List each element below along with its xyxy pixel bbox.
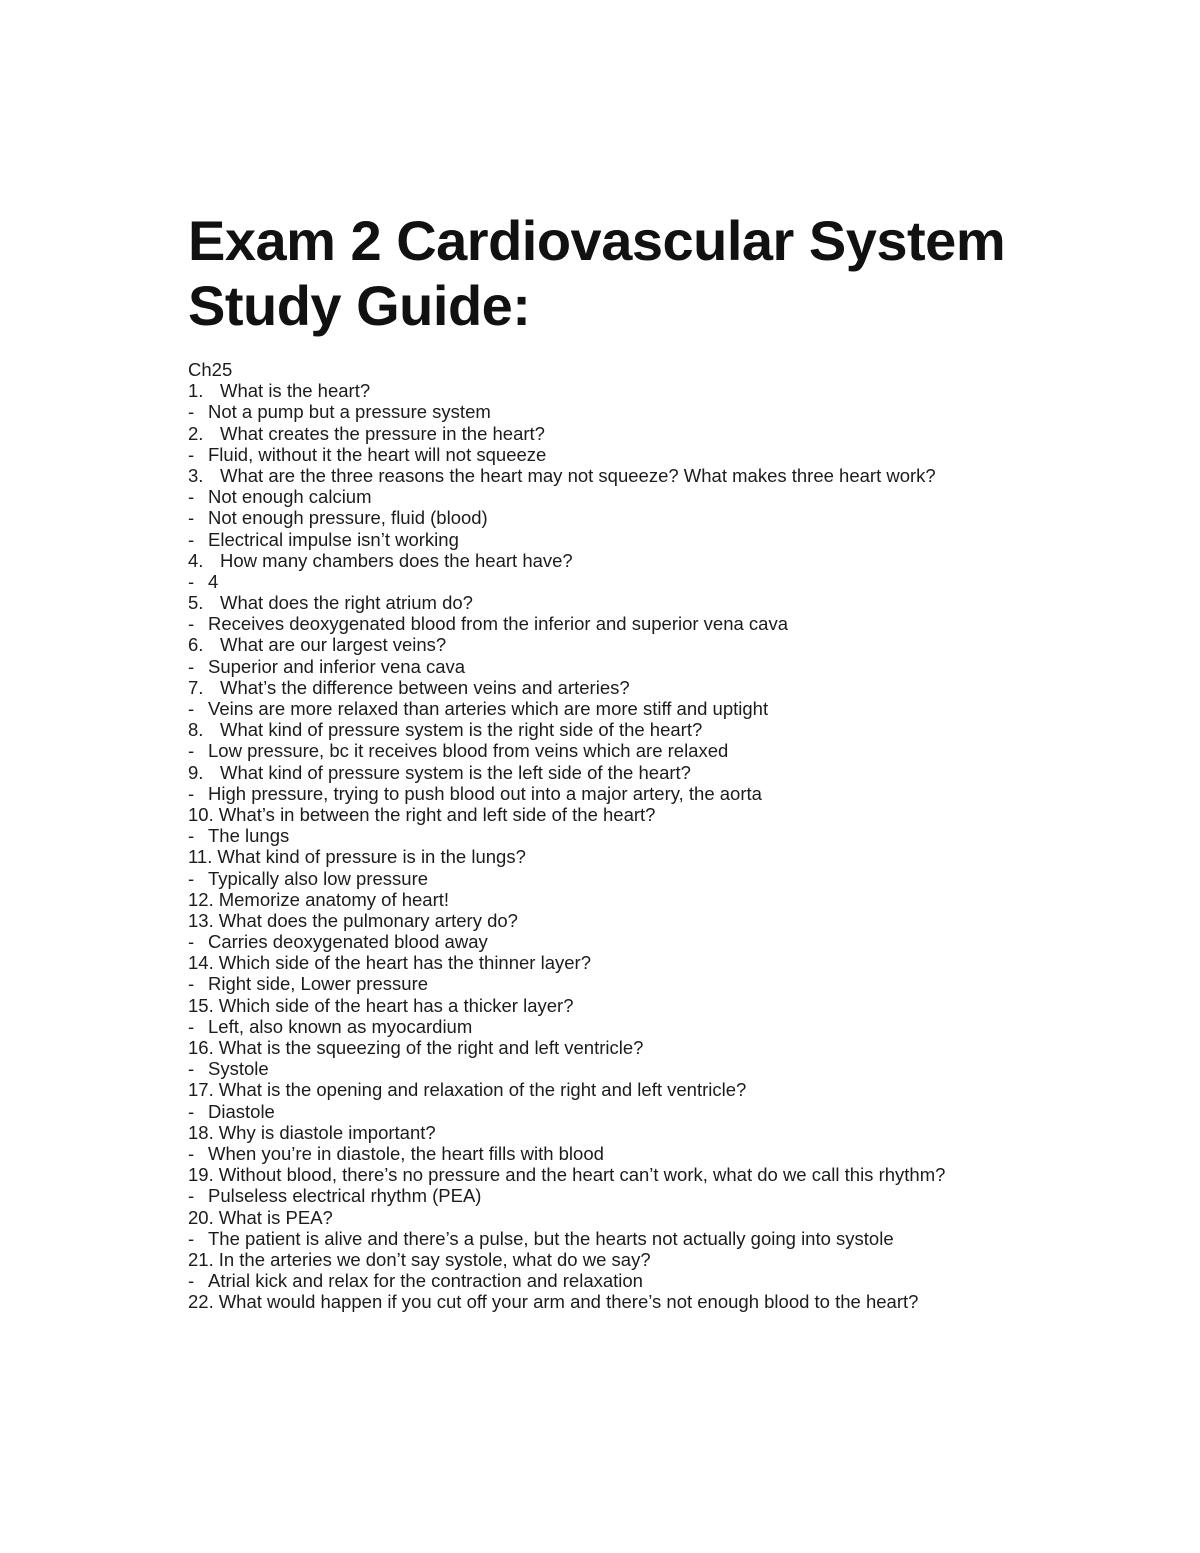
answer-line [188, 783, 1148, 804]
bullet-dash: - [188, 782, 195, 804]
question-line [188, 1164, 1148, 1185]
bullet-dash: - [188, 1142, 195, 1164]
question-text: What are the three reasons the heart may not squeeze? What makes three heart work? [220, 464, 936, 486]
answer-line [188, 656, 1148, 677]
answer-text: The patient is alive and there’s a pulse, but the hearts not actually going into systole [208, 1227, 894, 1249]
chapter-label: Ch25 [188, 359, 233, 380]
title-line-2: Study Guide: [188, 274, 531, 337]
question-line [188, 1249, 1148, 1270]
question-line [188, 677, 1148, 698]
question-number: 19. [188, 1164, 214, 1186]
answer-text: Electrical impulse isn’t working [208, 528, 459, 550]
bullet-dash: - [188, 443, 195, 465]
bullet-dash: - [188, 570, 195, 592]
question-number: 8. [188, 719, 204, 741]
bullet-dash: - [188, 740, 195, 762]
answer-text: Atrial kick and relax for the contraction and relaxation [208, 1270, 643, 1292]
question-number: 9. [188, 761, 204, 783]
question-number: 11. [188, 846, 213, 868]
answer-line [188, 825, 1148, 846]
bullet-dash: - [188, 1100, 195, 1122]
question-number: 1. [188, 380, 204, 402]
answer-line [188, 1143, 1148, 1164]
answer-text: Veins are more relaxed than arteries which are more stiff and uptight [208, 698, 769, 719]
question-text: Which side of the heart has a thicker layer? [218, 994, 574, 1016]
question-line [188, 1079, 1148, 1100]
bullet-dash: - [188, 973, 195, 995]
question-number: 10. [188, 803, 214, 825]
answer-text: Not enough pressure, fluid (blood) [208, 507, 488, 529]
answer-line [188, 401, 1148, 422]
answer-line [188, 1101, 1148, 1122]
question-number: 18. [188, 1121, 214, 1143]
question-number: 16. [188, 1037, 214, 1058]
question-text: What does the right atrium do? [220, 592, 473, 614]
bullet-dash: - [188, 867, 195, 889]
answer-line [188, 529, 1148, 550]
question-text: In the arteries we don’t say systole, what do we say? [218, 1248, 651, 1270]
question-line [188, 634, 1148, 655]
answer-line [188, 1228, 1148, 1249]
answer-text: The lungs [208, 825, 290, 847]
answer-text: Diastole [208, 1100, 275, 1122]
bullet-dash: - [188, 613, 195, 635]
answer-line [188, 613, 1148, 634]
question-line [188, 1291, 1148, 1312]
study-guide-list [188, 380, 1148, 1312]
question-text: What are our largest veins? [220, 634, 447, 656]
question-text: What kind of pressure system is the left side of the heart? [220, 761, 691, 783]
answer-text: High pressure, trying to push blood out into a major artery, the aorta [208, 782, 762, 804]
bullet-dash: - [188, 698, 195, 719]
question-line [188, 719, 1148, 740]
bullet-dash: - [188, 1058, 195, 1080]
question-text: What is PEA? [218, 1206, 333, 1228]
question-line [188, 1207, 1148, 1228]
bullet-dash: - [188, 401, 195, 423]
question-number: 6. [188, 634, 204, 656]
answer-text: Carries deoxygenated blood away [208, 931, 488, 953]
question-line [188, 762, 1148, 783]
question-line [188, 1037, 1148, 1058]
question-line [188, 1122, 1148, 1143]
question-number: 2. [188, 422, 204, 444]
answer-text: Receives deoxygenated blood from the inferior and superior vena cava [208, 613, 789, 635]
question-text: What kind of pressure is in the lungs? [217, 846, 526, 868]
question-line [188, 995, 1148, 1016]
question-text: What kind of pressure system is the right side of the heart? [220, 719, 703, 741]
answer-text: Typically also low pressure [208, 867, 429, 889]
answer-text: 4 [208, 570, 219, 592]
document-title [188, 208, 1148, 338]
bullet-dash: - [188, 1270, 195, 1292]
answer-text: Systole [208, 1058, 269, 1080]
bullet-dash: - [188, 931, 195, 953]
question-number: 15. [188, 994, 214, 1016]
question-line [188, 550, 1148, 571]
bullet-dash: - [188, 1185, 195, 1207]
question-line [188, 380, 1148, 401]
answer-line [188, 486, 1148, 507]
answer-line [188, 1185, 1148, 1206]
question-line [188, 804, 1148, 825]
answer-text: Left, also known as myocardium [208, 1015, 473, 1037]
answer-line [188, 1016, 1148, 1037]
question-number: 7. [188, 676, 204, 698]
question-number: 3. [188, 464, 204, 486]
answer-line [188, 868, 1148, 889]
bullet-dash: - [188, 486, 195, 508]
question-text: Memorize anatomy of heart! [218, 888, 450, 910]
answer-line [188, 1058, 1148, 1079]
document-page [188, 208, 1148, 1312]
question-number: 5. [188, 592, 204, 614]
answer-line [188, 740, 1148, 761]
question-number: 12. [188, 888, 214, 910]
question-text: What is the squeezing of the right and left ventricle? [218, 1037, 644, 1058]
question-text: What is the heart? [220, 380, 371, 402]
question-line [188, 592, 1148, 613]
question-text: What’s the difference between veins and arteries? [220, 676, 630, 698]
answer-text: Pulseless electrical rhythm (PEA) [208, 1185, 482, 1207]
question-text: What creates the pressure in the heart? [220, 422, 545, 444]
answer-text: Fluid, without it the heart will not squeeze [208, 443, 547, 465]
question-text: What’s in between the right and left side of the heart? [218, 803, 656, 825]
answer-line [188, 444, 1148, 465]
title-line-1: Exam 2 Cardiovascular System [188, 209, 1006, 272]
answer-text: When you’re in diastole, the heart fills with blood [208, 1142, 604, 1164]
question-text: Which side of the heart has the thinner layer? [218, 952, 591, 974]
question-number: 4. [188, 549, 204, 571]
question-number: 13. [188, 909, 214, 931]
answer-line [188, 698, 1148, 719]
answer-line [188, 571, 1148, 592]
question-line [188, 952, 1148, 973]
question-number: 17. [188, 1079, 214, 1101]
answer-text: Low pressure, bc it receives blood from veins which are relaxed [208, 740, 729, 762]
answer-line [188, 931, 1148, 952]
bullet-dash: - [188, 1227, 195, 1249]
question-text: Without blood, there’s no pressure and the heart can’t work, what do we call this rhythm? [218, 1164, 946, 1186]
bullet-dash: - [188, 825, 195, 847]
question-text: How many chambers does the heart have? [220, 549, 573, 571]
question-number: 21. [188, 1248, 214, 1270]
question-text: Why is diastole important? [218, 1121, 436, 1143]
question-text: What is the opening and relaxation of the right and left ventricle? [218, 1079, 747, 1101]
bullet-dash: - [188, 1015, 195, 1037]
answer-text: Right side, Lower pressure [208, 973, 429, 995]
answer-line [188, 973, 1148, 994]
question-line [188, 910, 1148, 931]
question-number: 22. [188, 1291, 214, 1313]
question-number: 20. [188, 1206, 214, 1228]
question-number: 14. [188, 952, 214, 974]
answer-text: Not a pump but a pressure system [208, 401, 491, 423]
answer-text: Not enough calcium [208, 486, 372, 508]
bullet-dash: - [188, 655, 195, 677]
question-line [188, 846, 1148, 867]
bullet-dash: - [188, 507, 195, 529]
question-line [188, 889, 1148, 910]
question-text: What does the pulmonary artery do? [218, 909, 518, 931]
answer-line [188, 507, 1148, 528]
question-text: What would happen if you cut off your arm and there’s not enough blood to the heart? [218, 1291, 919, 1313]
question-line [188, 423, 1148, 444]
answer-line [188, 1270, 1148, 1291]
question-line [188, 465, 1148, 486]
bullet-dash: - [188, 528, 195, 550]
answer-text: Superior and inferior vena cava [208, 655, 466, 677]
